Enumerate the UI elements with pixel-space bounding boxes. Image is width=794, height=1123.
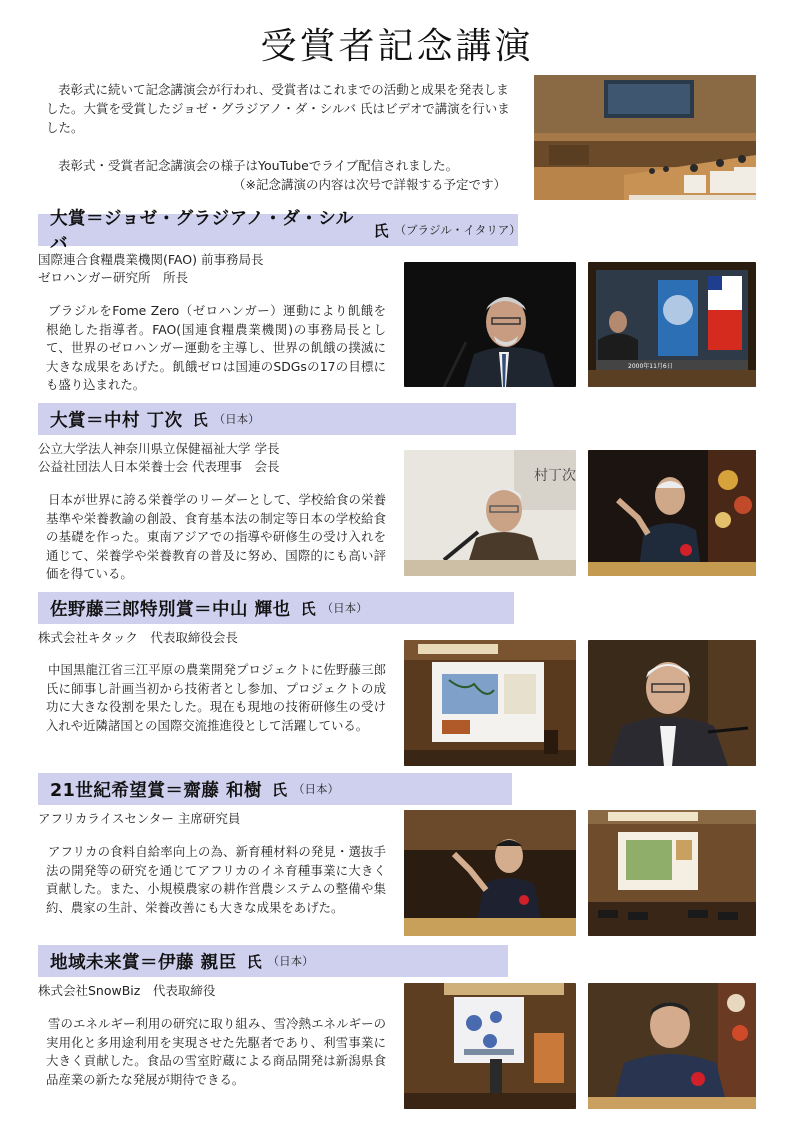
country: （日本） xyxy=(213,412,260,426)
award-band-5 xyxy=(38,945,508,977)
description-2: 日本が世界に誇る栄養学のリーダーとして、学校給食の栄養基準や栄養教諭の創設、食育基本法の制定等日本の学校給食の基礎を作った。東南アジアでの指導や研修生の受け入れを通じて、栄養学や栄養教育の普及に努め、国際的にも高い評価を得ている。 xyxy=(46,492,386,581)
description-1: ブラジルをFome Zero（ゼロハンガー）運動により飢餓を根絶した指導者。FAO(国連食糧農業機関)の事務局長として、世界のゼロハンガー運動を主導し、世界の飢餓の撲滅に大きな成果をあげた。飢餓ゼロは国連のSDGsの17の目標にも盛り込まれた。 xyxy=(46,303,386,392)
country: （ブラジル・イタリア） xyxy=(394,223,521,237)
award-name: 地域未来賞＝伊藤 親臣 xyxy=(50,952,237,973)
intro-paragraph-2: 表彰式・受賞者記念講演会の様子はYouTubeでライブ配信されました。 xyxy=(58,158,459,173)
award-name: 大賞＝中村 丁次 xyxy=(50,410,183,431)
page-title: 受賞者記念講演 xyxy=(260,26,534,67)
honorific: 氏 xyxy=(246,952,262,971)
affiliation-line: 株式会社キタック 代表取締役会長 xyxy=(38,630,238,645)
speaker-photo xyxy=(588,983,756,1109)
country: （日本） xyxy=(321,601,368,615)
video-caption: 2000年11月6日 xyxy=(628,363,673,370)
award-band-1 xyxy=(38,209,521,254)
honorific: 氏 xyxy=(373,221,389,240)
speaker-photo xyxy=(404,810,576,936)
affiliation-line: ゼロハンガー研究所 所長 xyxy=(38,270,189,285)
honorific: 氏 xyxy=(192,410,208,429)
description-4: アフリカの食料自給率向上の為、新育種材料の発見・選抜手法の開発等の研究を通じてアフリカのイネ育種事業に大きく貢献した。また、小規模農家の耕作営農システムの整備や集約、農家の生計、栄養改善にも大きな成果をあげた。 xyxy=(46,844,386,915)
award-band-4 xyxy=(38,773,512,805)
affiliation-line: 株式会社SnowBiz 代表取締役 xyxy=(38,983,216,998)
speaker-photo xyxy=(404,450,576,576)
award-name: 佐野藤三郎特別賞＝中山 輝也 xyxy=(50,599,291,620)
ceremony-stage-photo xyxy=(534,75,756,200)
intro-paragraph-1: 表彰式に続いて記念講演会が行われ、受賞者はこれまでの活動と成果を発表しました。大賞を受賞したジョゼ・グラジアノ・ダ・シルバ 氏はビデオで講演を行いました。 xyxy=(46,82,510,135)
affiliation-3 xyxy=(38,629,238,647)
affiliation-5 xyxy=(38,982,215,1000)
speaker-photo xyxy=(588,640,756,766)
country: （日本） xyxy=(267,954,314,968)
honorific: 氏 xyxy=(300,599,316,618)
backdrop-text: 村丁次 xyxy=(534,468,576,484)
affiliation-2 xyxy=(38,440,279,476)
intro-note: （※記念講演の内容は次号で詳報する予定です） xyxy=(233,177,506,192)
award-band-3 xyxy=(38,592,514,624)
description-3: 中国黒龍江省三江平原の農業開発プロジェクトに佐野藤三郎氏に師事し計画当初から技術者とし参加、プロジェクトの成功に大きな役割を果たした。現在も現地の技術研修生の受け入れや近隣諸国との国際交流推進役として活躍している。 xyxy=(46,662,386,733)
award-band-2 xyxy=(38,403,516,435)
affiliation-line: 公益社団法人日本栄養士会 代表理事 会長 xyxy=(38,459,280,474)
award-name: 21世紀希望賞＝齋藤 和樹 xyxy=(50,780,262,801)
presentation-hall-photo xyxy=(588,810,756,936)
affiliation-line: 国際連合食糧農業機関(FAO) 前事務局長 xyxy=(38,252,264,267)
country: （日本） xyxy=(292,782,339,796)
presentation-stage-photo xyxy=(404,983,576,1109)
podium-photo xyxy=(588,450,756,576)
video-screen-photo xyxy=(588,262,756,387)
affiliation-4 xyxy=(38,810,240,828)
intro-text xyxy=(46,80,516,194)
presentation-screen-photo xyxy=(404,640,576,766)
honorific: 氏 xyxy=(271,780,287,799)
speaker-photo xyxy=(404,262,576,387)
affiliation-line: アフリカライスセンター 主席研究員 xyxy=(38,811,241,826)
affiliation-line: 公立大学法人神奈川県立保健福祉大学 学長 xyxy=(38,441,280,456)
award-name: 大賞＝ジョゼ・グラジアノ・ダ・シルバ xyxy=(50,209,354,254)
description-5: 雪のエネルギー利用の研究に取り組み、雪冷熱エネルギーの実用化と多用途利用を実現させた先駆者であり、利雪事業に大きく貢献した。食品の雪室貯蔵による商品開発は新潟県食品産業の新たな発展が期待できる。 xyxy=(46,1016,386,1087)
affiliation-1 xyxy=(38,251,263,287)
